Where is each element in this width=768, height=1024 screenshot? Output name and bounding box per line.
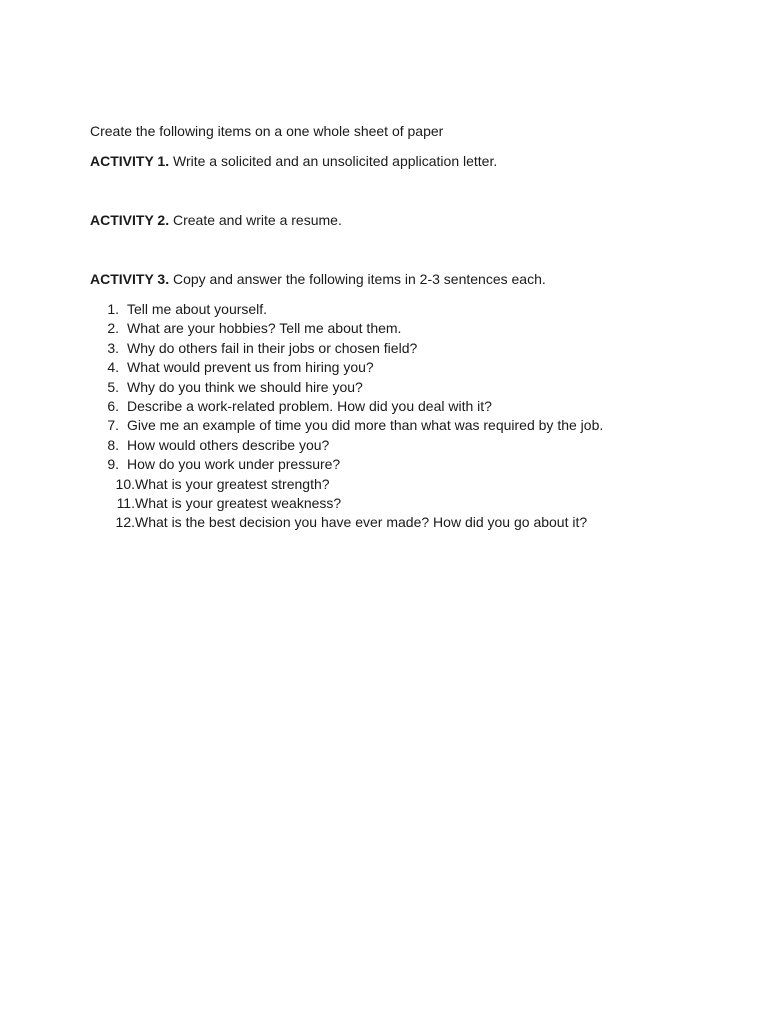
question-list xyxy=(90,300,603,533)
question-number: 11. xyxy=(116,494,135,511)
activity-3-label: ACTIVITY 3. xyxy=(90,271,170,287)
question-item xyxy=(90,494,603,513)
question-text: Tell me about yourself. xyxy=(127,301,268,317)
activity-1 xyxy=(90,152,497,170)
question-item xyxy=(90,319,603,338)
question-text: Give me an example of time you did more than what was required by the job. xyxy=(127,417,604,434)
question-number: 3. xyxy=(107,339,119,356)
question-text: What is your greatest strength? xyxy=(135,475,330,492)
question-number: 1. xyxy=(107,301,119,317)
activity-3 xyxy=(90,270,546,288)
activity-3-text: Copy and answer the following items in 2-3 sentences each. xyxy=(172,271,546,287)
question-item xyxy=(90,455,603,474)
question-number: 5. xyxy=(107,378,119,395)
question-text: How would others describe you? xyxy=(127,436,330,453)
question-item xyxy=(90,378,603,397)
activity-2-label: ACTIVITY 2. xyxy=(90,212,170,228)
question-number: 4. xyxy=(107,359,119,376)
question-text: What would prevent us from hiring you? xyxy=(127,359,374,376)
question-text: How do you work under pressure? xyxy=(127,456,341,473)
question-number: 12. xyxy=(115,514,135,531)
question-text: What are your hobbies? Tell me about them. xyxy=(127,320,402,337)
question-number: 7. xyxy=(107,417,119,434)
question-item xyxy=(90,358,603,377)
question-item xyxy=(90,436,603,455)
question-number: 6. xyxy=(107,397,119,414)
question-text: Why do you think we should hire you? xyxy=(127,378,363,395)
activity-1-label: ACTIVITY 1. xyxy=(90,153,170,169)
question-text: Describe a work-related problem. How did you deal with it? xyxy=(127,397,492,414)
intro-text: Create the following items on a one whole sheet of paper xyxy=(90,123,444,139)
question-number: 8. xyxy=(107,436,119,453)
question-item xyxy=(90,397,603,416)
activity-1-text: Write a solicited and an unsolicited application letter. xyxy=(172,153,498,169)
activity-2 xyxy=(90,211,342,229)
question-text: Why do others fail in their jobs or chosen field? xyxy=(127,339,418,356)
question-item xyxy=(90,416,603,435)
question-item xyxy=(90,339,603,358)
question-number: 10. xyxy=(115,475,135,492)
activity-2-text: Create and write a resume. xyxy=(172,212,342,228)
question-item xyxy=(90,475,603,494)
question-item xyxy=(90,513,603,532)
question-text: What is your greatest weakness? xyxy=(135,494,342,511)
question-text: What is the best decision you have ever made? How did you go about it? xyxy=(135,514,588,531)
question-item xyxy=(90,300,603,319)
question-number: 2. xyxy=(107,320,119,337)
question-number: 9. xyxy=(107,456,119,473)
